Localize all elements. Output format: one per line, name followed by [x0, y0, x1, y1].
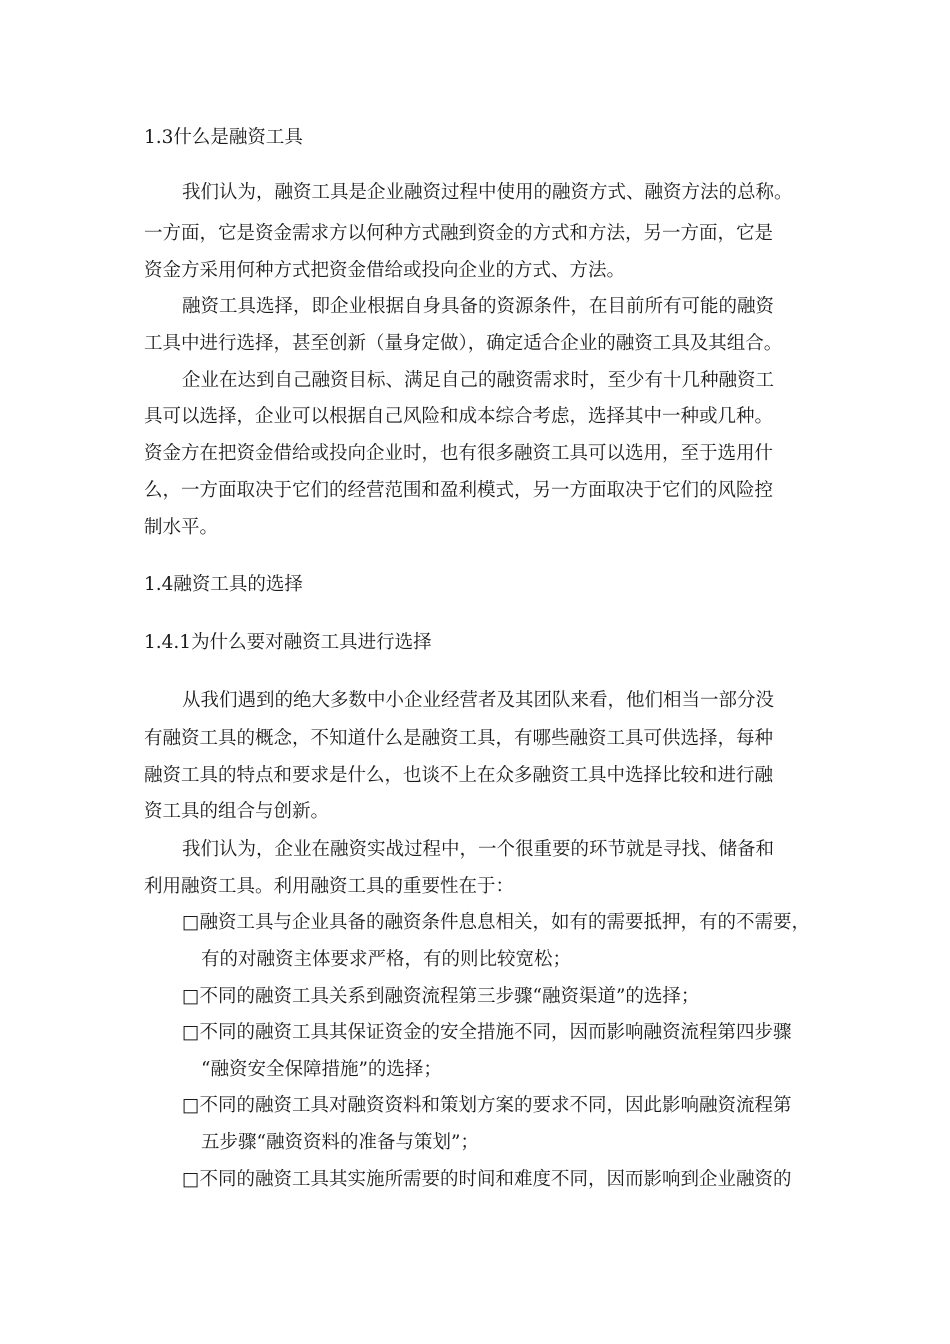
text-line: “融资安全保障措施”的选择；: [201, 1059, 442, 1080]
text-line: 工具中进行选择，甚至创新（量身定做），确定适合企业的融资工具及其组合。: [144, 333, 783, 354]
text-line: □不同的融资工具其保证资金的安全措施不同，因而影响融资流程第四步骤: [182, 1022, 792, 1043]
section-heading-1-3: 1.3什么是融资工具: [144, 127, 303, 148]
text-line: 利用融资工具。利用融资工具的重要性在于：: [144, 876, 515, 897]
text-line: 融资工具的特点和要求是什么，也谈不上在众多融资工具中选择比较和进行融: [144, 765, 774, 786]
text-line: 具可以选择，企业可以根据自己风险和成本综合考虑，选择其中一种或几种。: [144, 406, 774, 427]
text-line: 制水平。: [144, 517, 219, 538]
text-line: 有融资工具的概念，不知道什么是融资工具，有哪些融资工具可供选择，每种: [144, 728, 774, 749]
text-line: 资金方在把资金借给或投向企业时，也有很多融资工具可以选用，至于选用什: [144, 443, 774, 464]
text-line: 我们认为，企业在融资实战过程中，一个很重要的环节就是寻找、储备和: [182, 839, 775, 860]
text-line: 我们认为，融资工具是企业融资过程中使用的融资方式、融资方法的总称。: [182, 182, 793, 203]
text-line: 么，一方面取决于它们的经营范围和盈利模式，另一方面取决于它们的风险控: [144, 480, 774, 501]
text-line: 一方面，它是资金需求方以何种方式融到资金的方式和方法，另一方面，它是: [144, 223, 774, 244]
text-line: 资工具的组合与创新。: [144, 801, 330, 822]
text-line: □融资工具与企业具备的融资条件息息相关，如有的需要抵押，有的不需要，: [182, 912, 810, 933]
sub-heading-1-4-1: 1.4.1为什么要对融资工具进行选择: [144, 632, 432, 653]
text-line: □不同的融资工具关系到融资流程第三步骤“融资渠道”的选择；: [182, 986, 700, 1007]
text-line: □不同的融资工具对融资资料和策划方案的要求不同，因此影响融资流程第: [182, 1095, 792, 1116]
text-line: 融资工具选择，即企业根据自身具备的资源条件，在目前所有可能的融资: [182, 296, 775, 317]
section-heading-1-4: 1.4融资工具的选择: [144, 574, 303, 595]
text-line: 五步骤“融资资料的准备与策划”；: [201, 1132, 479, 1153]
text-line: 从我们遇到的绝大多数中小企业经营者及其团队来看，他们相当一部分没: [182, 690, 775, 711]
text-line: 企业在达到自己融资目标、满足自己的融资需求时，至少有十几种融资工: [182, 370, 775, 391]
text-line: 有的对融资主体要求严格，有的则比较宽松；: [201, 949, 572, 970]
text-line: □不同的融资工具其实施所需要的时间和难度不同，因而影响到企业融资的: [182, 1169, 792, 1190]
text-line: 资金方采用何种方式把资金借给或投向企业的方式、方法。: [144, 260, 626, 281]
